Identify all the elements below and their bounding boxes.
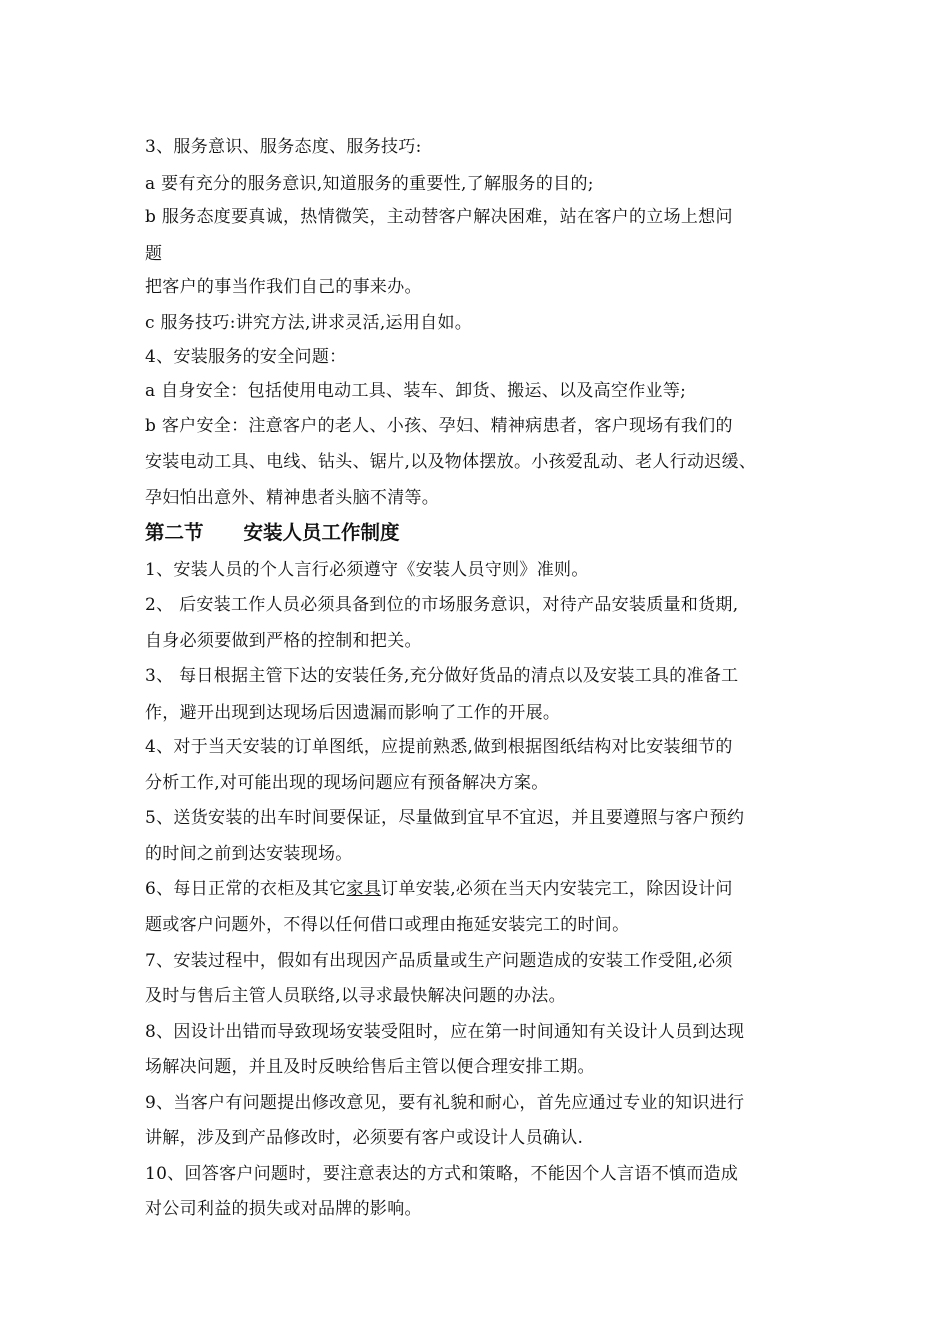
text-line: 的时间之前到达安装现场。: [145, 844, 353, 864]
text-line: c 服务技巧:讲究方法,讲求灵活,运用自如。: [145, 313, 473, 333]
text-line: 9、当客户有问题提出修改意见，要有礼貌和耐心，首先应通过专业的知识进行: [145, 1093, 745, 1113]
text-line: 3、服务意识、服务态度、服务技巧:: [145, 137, 422, 157]
text-line: a 自身安全：包括使用电动工具、装车、卸货、搬运、以及高空作业等;: [145, 381, 687, 401]
text-line: 及时与售后主管人员联络,以寻求最快解决问题的办法。: [145, 986, 566, 1006]
text-line: 自身必须要做到严格的控制和把关。: [145, 631, 422, 651]
text-line: 把客户的事当作我们自己的事来办。: [145, 277, 422, 297]
text-line: 7、安装过程中，假如有出现因产品质量或生产问题造成的安装工作受阻,必须: [145, 951, 733, 971]
text-line: 场解决问题，并且及时反映给售后主管以便合理安排工期。: [145, 1057, 595, 1077]
text-line: 2、 后安装工作人员必须具备到位的市场服务意识，对待产品安装质量和货期,: [145, 595, 739, 615]
text-line: b 客户安全：注意客户的老人、小孩、孕妇、精神病患者，客户现场有我们的: [145, 416, 733, 436]
text-line: 3、 每日根据主管下达的安装任务,充分做好货品的清点以及安装工具的准备工: [145, 666, 739, 686]
text-line: b 服务态度要真诚，热情微笑，主动替客户解决困难，站在客户的立场上想问: [145, 207, 733, 227]
section-number: 第二节: [145, 521, 204, 544]
text-line: 4、安装服务的安全问题：: [145, 347, 347, 367]
text-line: 分析工作,对可能出现的现场问题应有预备解决方案。: [145, 773, 549, 793]
text-line: 作，避开出现到达现场后因遗漏而影响了工作的开展。: [145, 703, 561, 723]
text-line: 孕妇怕出意外、精神患者头脑不清等。: [145, 488, 440, 508]
text-segment: 订单安装,必须在当天内安装完工，除因设计问: [381, 879, 733, 899]
text-line: 题或客户问题外，不得以任何借口或理由拖延安装完工的时间。: [145, 915, 630, 935]
underlined-term: 家具: [346, 879, 382, 899]
section-heading: [145, 522, 400, 544]
text-segment: 6、每日正常的衣柜及其它: [145, 879, 347, 899]
text-line: [145, 879, 733, 899]
text-line: 4、对于当天安装的订单图纸，应提前熟悉,做到根据图纸结构对比安装细节的: [145, 737, 733, 757]
text-line: a 要有充分的服务意识,知道服务的重要性,了解服务的目的;: [145, 174, 594, 194]
text-line: 安装电动工具、电线、钻头、锯片,以及物体摆放。小孩爱乱动、老人行动迟缓、: [145, 452, 757, 472]
text-line: 5、送货安装的出车时间要保证，尽量做到宜早不宜迟，并且要遵照与客户预约: [145, 808, 745, 828]
text-line: 10、回答客户问题时，要注意表达的方式和策略，不能因个人言语不慎而造成: [145, 1164, 739, 1184]
text-line: 8、因设计出错而导致现场安装受阻时，应在第一时间通知有关设计人员到达现: [145, 1022, 745, 1042]
text-line: 1、安装人员的个人言行必须遵守《安装人员守则》准则。: [145, 560, 589, 580]
text-line: 对公司利益的损失或对品牌的影响。: [145, 1199, 422, 1219]
text-line: 讲解，涉及到产品修改时，必须要有客户或设计人员确认.: [145, 1128, 584, 1148]
section-title: 安装人员工作制度: [243, 521, 400, 544]
text-line: 题: [145, 244, 163, 264]
